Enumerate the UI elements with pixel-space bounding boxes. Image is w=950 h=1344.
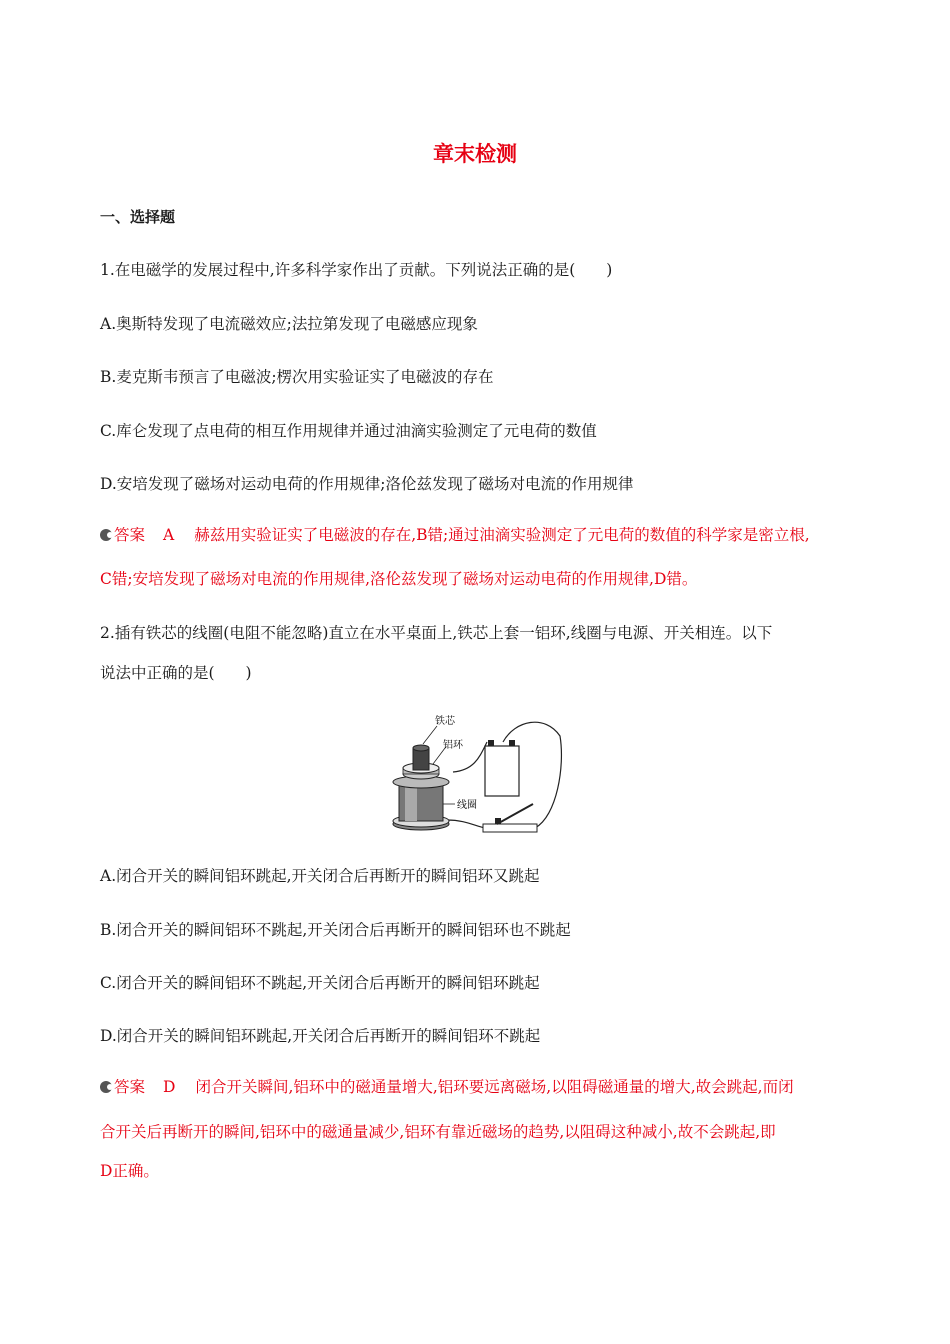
q2-option-a: A.闭合开关的瞬间铝环跳起,开关闭合后再断开的瞬间铝环又跳起 [100,867,540,885]
q1-option-c: C.库仑发现了点电荷的相互作用规律并通过油滴实验测定了元电荷的数值 [100,422,597,440]
q1-option-a: A.奥斯特发现了电流磁效应;法拉第发现了电磁感应现象 [100,315,478,333]
q2-stem-line-1: 2.插有铁芯的线圈(电阻不能忽略)直立在水平桌面上,铁芯上套一铝环,线圈与电源、开关相连。以下 [100,624,773,642]
q2-stem-line-2: 说法中正确的是( ) [100,664,252,682]
q2-option-d: D.闭合开关的瞬间铝环跳起,开关闭合后再断开的瞬间铝环不跳起 [100,1027,541,1045]
coil-circuit-figure [385,706,565,841]
answer-letter: A [163,526,175,544]
q2-option-c: C.闭合开关的瞬间铝环不跳起,开关闭合后再断开的瞬间铝环跳起 [100,974,540,992]
q2-answer-continued-2: D正确。 [100,1162,159,1180]
q1-answer-continued: C错;安培发现了磁场对电流的作用规律,洛伦兹发现了磁场对运动电荷的作用规律,D错。 [100,570,698,588]
answer-label: 答案 [114,526,146,544]
answer-icon [100,529,112,541]
section-heading: 一、选择题 [100,208,176,226]
label-ring: 铝环 [443,740,463,751]
q1-stem: 1.在电磁学的发展过程中,许多科学家作出了贡献。下列说法正确的是( ) [100,261,613,279]
q1-answer [100,524,810,546]
q1-option-d: D.安培发现了磁场对运动电荷的作用规律;洛伦兹发现了磁场对电流的作用规律 [100,475,634,493]
answer-label: 答案 [114,1078,146,1096]
q2-answer [100,1076,794,1098]
answer-explanation-line: 闭合开关瞬间,铝环中的磁通量增大,铝环要远离磁场,以阻碍磁通量的增大,故会跳起,而闭 [195,1078,794,1096]
page-title: 章末检测 [433,142,517,166]
answer-explanation-line: 赫兹用实验证实了电磁波的存在,B错;通过油滴实验测定了元电荷的数值的科学家是密立根, [194,526,810,544]
answer-letter: D [163,1078,176,1096]
label-core: 铁芯 [435,716,455,727]
q2-option-b: B.闭合开关的瞬间铝环不跳起,开关闭合后再断开的瞬间铝环也不跳起 [100,921,571,939]
answer-icon [100,1081,112,1093]
label-coil: 线圈 [457,800,477,811]
q1-option-b: B.麦克斯韦预言了电磁波;楞次用实验证实了电磁波的存在 [100,368,494,386]
q2-answer-continued-1: 合开关后再断开的瞬间,铝环中的磁通量减少,铝环有靠近磁场的趋势,以阻碍这种减小,故不会跳起,即 [100,1123,776,1141]
